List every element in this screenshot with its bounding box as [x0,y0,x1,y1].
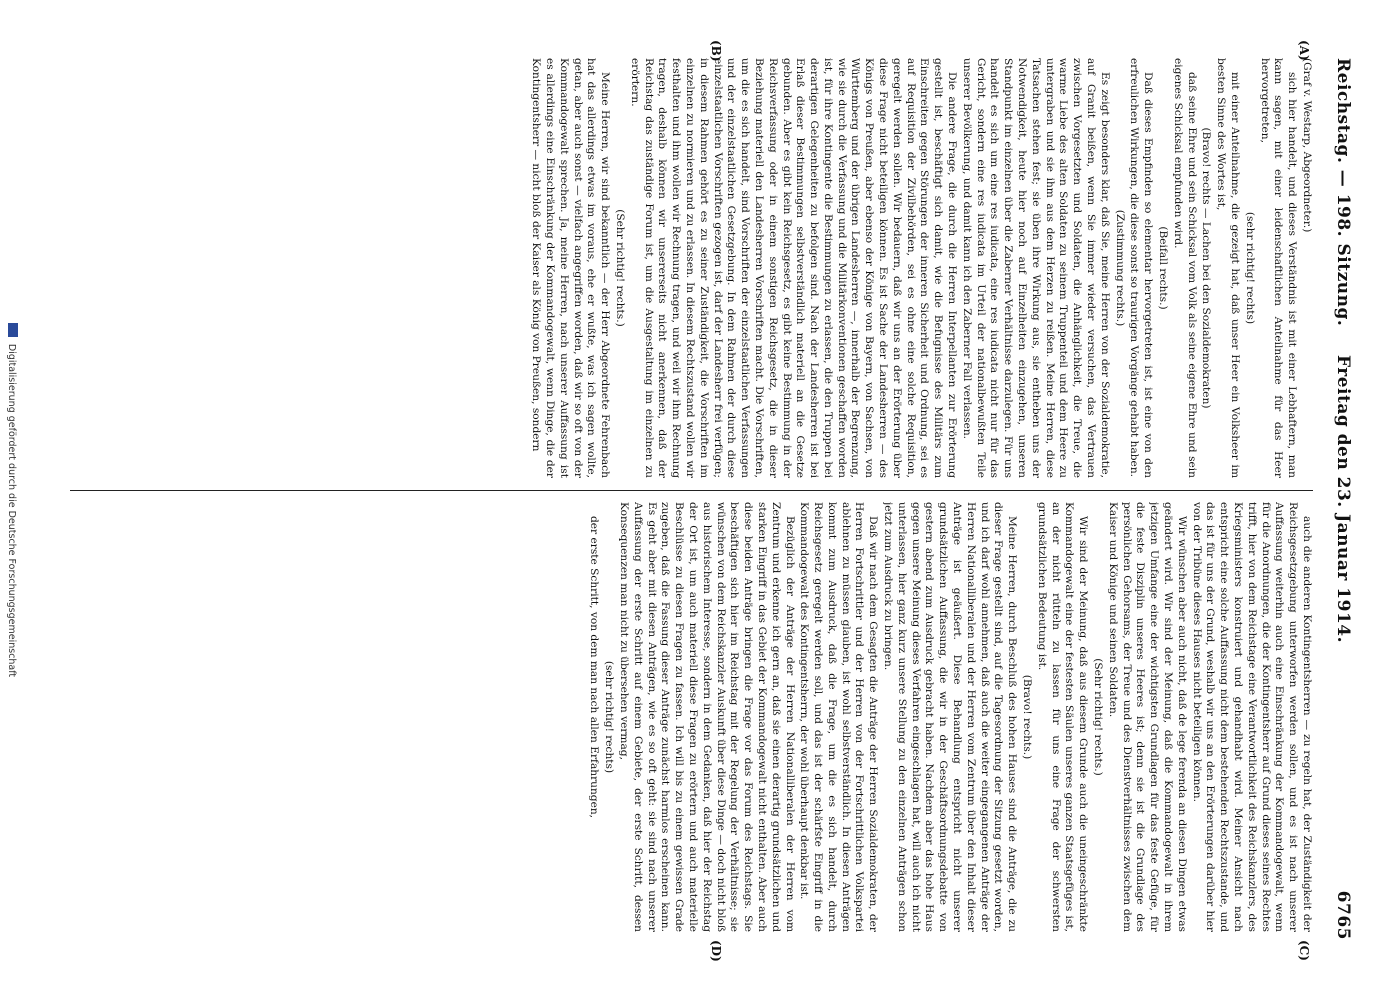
paragraph: Daß dieses Empfinden so elementar hervorgetreten ist, ist eine von den erfreulichen Wirkungen, die diese sonst so traurigen Vorgänge gehabt haben. [1128,58,1155,478]
paragraph: Bezüglich der Anträge der Herren Nationalliberalen der Herren vom Zentrum und erkenne ich gern an, daß sie einen derartig grundsätzlichen und starken Eingriff in das Gebiet der Kommandogewalt nicht enthalten. Aber auch diese beiden Anträge bringen die Frage vor das Forum des Reichstags. Sie beschäftigen sich hier im Reichstag mit der Regelung der Verhältnisse; sie wünschen von dem Reichskanzler Auskunft über diese Dinge — doch nicht bloß aus historischem Interesse, sondern in dem Gedanken, daß hier der Reichstag der Ort ist, um auch materiell diese Fragen zu erörtern und auch materielle Beschlüsse zu diesen Fragen zu fassen. Ich will bis zu einem gewissen Grade zugeben, daß die Fassung dieser Anträge zunächst harmlos erscheinen kann. Es geht aber mit diesen Anträgen, wie es so oft geht: sie sind nach unserer Auffassung der erste Schritt auf einem Gebiete, der erste Schritt, dessen Konsequenzen man nicht zu übersehen vermag, [617,502,796,932]
interjection: (Beifall rechts.) [1157,226,1170,310]
paragraph: auch die anderen Kontingentsherren — zu regeln hat, der Zuständigkeit der Reichsgesetzgebung unterworfen werden sollen, und es ist nach unserer Auffassung weiterhin auch eine Einschränkung der Kommandogewalt, wenn für die Anordnungen, die der Kontingentsherr auf Grund dieses seines Rechtes trifft, hier von dem Reichstage eine Verantwortlichkeit des Reichskanzlers, des Kriegsministers konstruiert und gehandhabt wird. Meiner Ansicht nach entspricht eine solche Auffassung nicht dem bestehenden Rechtszustande, und das ist für uns der Grund, weshalb wir uns an den Erörterungen darüber hier von der Tribüne dieses Hauses nicht beteiligen können. [1190,502,1313,932]
speaker-label: (Graf v. Westarp, Abgeordneter.) [1301,58,1313,233]
footer-credit [6,0,18,1000]
paragraph: Wir sind der Meinung, daß aus diesem Grunde auch die uneingeschränkte Kommandogewalt eine der festesten Säulen unseres ganzen Staatsgefüges ist, an der nicht rütteln zu lassen für uns eine Frage der schwersten grundsätzlichen Bedeutung ist. [1035,502,1090,932]
column-divider [70,490,1313,491]
interjection: (sehr richtig! rechts) [603,660,616,774]
paragraph: Meine Herren, wir sind bekanntlich — der Herr Abgeordnete Fehrenbach hat das allerdings etwas im voraus, ehe er wußte, was ich sagen wollte, getan, aber auch sonst — vielfach angegriffen worden, daß wir so oft von der Kommandogewalt sprechen. Ja, meine Herren, nach unserer Auffassung ist es allerdings eine Einschränkung der Kommandogewalt, wenn Dinge, die der Kontingentsherr — nicht bloß der Kaiser als König von Preußen, sondern [530,58,612,478]
paragraph: mit einer Anteilnahme, die gezeigt hat, daß unser Heer ein Volksheer im besten Sinne des Wortes ist, [1215,58,1242,478]
margin-marker-b: (B) [709,40,723,62]
footer-text: Digitalisierung gefördert durch die Deutsche Forschungsgemeinschaft [6,343,17,678]
paragraph: Es zeigt besonders klar, daß Sie, meine Herren von der Sozialdemokratie, auf Granit beißen, wenn Sie immer wieder versuchen, das Vertrauen zwischen Vorgesetzten und Soldaten, die Anhänglichkeit, die Treue, die warme Liebe des alten Soldaten zu seinem Truppenteil und dem Heere zu untergraben und sie ihm aus dem Herzen zu reißen. Meine Herren, diese Tatsachen stehen fest; sie üben ihre Wirkung aus, sie entheben uns der Notwendigkeit, heute hier noch auf Einzelheiten einzugehen, unseren Standpunkt im einzelnen über die Zaberner Verhältnisse darzulegen. Für uns handelt es sich um eine res iudicata, eine res iudicata nicht nur für das Gericht, sondern eine res iudicata im Urteil der nationalbewußten Teile unserer Bevölkerung, und damit kann ich den Zaberner Fall verlassen. [960,58,1111,478]
header-session: Reichstag. — 198. Sitzung. [1333,58,1353,327]
paragraph: Daß wir nach dem Gesagten die Anträge der Herren Sozialdemokraten, der Herren Fortschrittler und der Herren von der Fortschrittlichen Volkspartei ablehnen zu müssen glauben, ist wohl selbstverständlich. In diesen Anträgen kommt zum Ausdruck, daß die Frage, um die es sich handelt, durch Reichsgesetz geregelt werden soll, und das ist der schärfste Eingriff in die Kommandogewalt des Kontingentsherrn, der wohl überhaupt denkbar ist. [798,502,880,932]
interjection: (Sehr richtig! rechts.) [613,209,626,327]
paragraph: der erste Schritt, von dem man nach allen Erfahrungen, [588,516,601,819]
margin-marker-d: (D) [709,940,723,962]
interjection: (Bravo! rechts.) [1021,674,1034,760]
margin-marker-a: (A) [1297,40,1311,61]
paragraph: Die andere Frage, die durch die Herren Interpellanten zur Erörterung gestellt ist, beschäftigt sich damit, wie die Befugnisse des Militärs zum Einschreiten gegen Störungen der inneren Sicherheit und Ordnung, sei es auf Requisition der Zivilbehörden, sei es ohne eine solche Requisition, geregelt werden sollen. Wir bedauern, daß wir uns an der Erörterung über diese Frage nicht beteiligen können. Es ist Sache der Landesherren — des Königs von Preußen, aber ebenso der Könige von Bayern, von Sachsen, von Württemberg und der übrigen Landesherren —, innerhalb der Begrenzung, wie sie durch die Verfassung und die Militärkonventionen geschaffen worden ist, für ihre Kontingente die Bestimmungen zu erlassen, die den Truppen bei derartigen Gelegenheiten zu befolgen sind. Nach der Landesherren ist bei Erlaß dieser Bestimmungen selbstverständlich materiell an die Gesetze gebunden. Aber es gibt kein Reichsgesetz, es gibt keine Bestimmung in der Reichsverfassung oder in einem sonstigen Reichsgesetz, die in dieser Beziehung materiell den Landesherren Vorschriften macht. Die Vorschriften, um die es sich handelt, sind Vorschriften der einzelstaatlichen Verfassungen und der einzelstaatlichen Gesetzgebung. In dem Rahmen der durch diese einzelstaatlichen Vorschriften gezogen ist, darf der Landesherr frei verfügen; in diesem Rahmen gehört es zu seiner Zuständigkeit, die Vorschriften im einzelnen zu normieren und zu erlassen. In diesem Rechtszustand wollen wir festhalten und ihm wollen wir Rechnung tragen, und weil wir ihm Rechnung tragen, deshalb können wir unsererseits nicht anerkennen, daß der Reichstag das zuständige Forum ist, um die Ausgestaltung im einzelnen zu erörtern. [628,58,959,478]
paragraph: sich hier handelt, und dieses Verständnis ist mit einer Lebhaftern, man kann sagen, mit einer leidenschaftlichen Anteilnahme für das Heer hervorgetreten, [1258,58,1299,478]
dfg-logo-icon [8,323,18,337]
interjection: (sehr richtig! rechts) [1243,211,1256,325]
page-number: 6765 [1333,890,1353,940]
page-header [1327,58,1353,940]
paragraph: daß seine Ehre und sein Schicksal vom Volk als seine eigene Ehre und sein eigenes Schicksal empfunden wird. [1171,58,1198,478]
paragraph: Wir wünschen aber auch nicht, daß de lege ferenda an diesen Dingen etwas geändert wird. Wir sind der Meinung, daß die Kommandogewalt in ihrem jetzigen Umfange eine der wichtigsten Grundlagen für das feste Gefüge, für die feste Disziplin unseres Heeres ist; denn sie ist die Grundlage des persönlichen Gehorsams, der Treue und des Dienstverhältnisses zwischen dem Kaiser und Könige und seinen Soldaten. [1106,502,1188,932]
interjection: (Bravo! rechts — Lachen bei den Sozialdemokraten) [1200,127,1213,409]
paragraph: Meine Herren, durch Beschluß des hohen Hauses sind die Anträge, die zu dieser Frage gestellt sind, auf die Tagesordnung der Sitzung gesetzt worden, und ich darf wohl annehmen, daß auch die weiter eingegangenen Anträge der Herren Nationalliberalen und der Herren vom Zentrum über den Inhalt dieser Anträge ist geäußert. Diese Behandlung entspricht nicht unserer grundsätzlichen Auffassung, die wir in der Geschäftsordnungsdebatte von gestern abend zum Ausdruck gebracht haben. Nachdem aber das hohe Haus gegen unsere Meinung dieses Verfahren eingeschlagen hat, will auch ich nicht unterlassen, hier ganz kurz unsere Stellung zu den einzelnen Anträgen schon jetzt zum Ausdruck zu bringen. [882,502,1019,932]
interjection: (Zustimmung rechts.) [1113,209,1126,327]
left-text-column [70,58,1313,478]
header-date: Freitag den 23. Januar 1914. [1333,354,1353,644]
interjection: (Sehr richtig! rechts.) [1092,658,1105,776]
right-text-column [70,502,1313,932]
margin-marker-c: (C) [1297,940,1311,961]
